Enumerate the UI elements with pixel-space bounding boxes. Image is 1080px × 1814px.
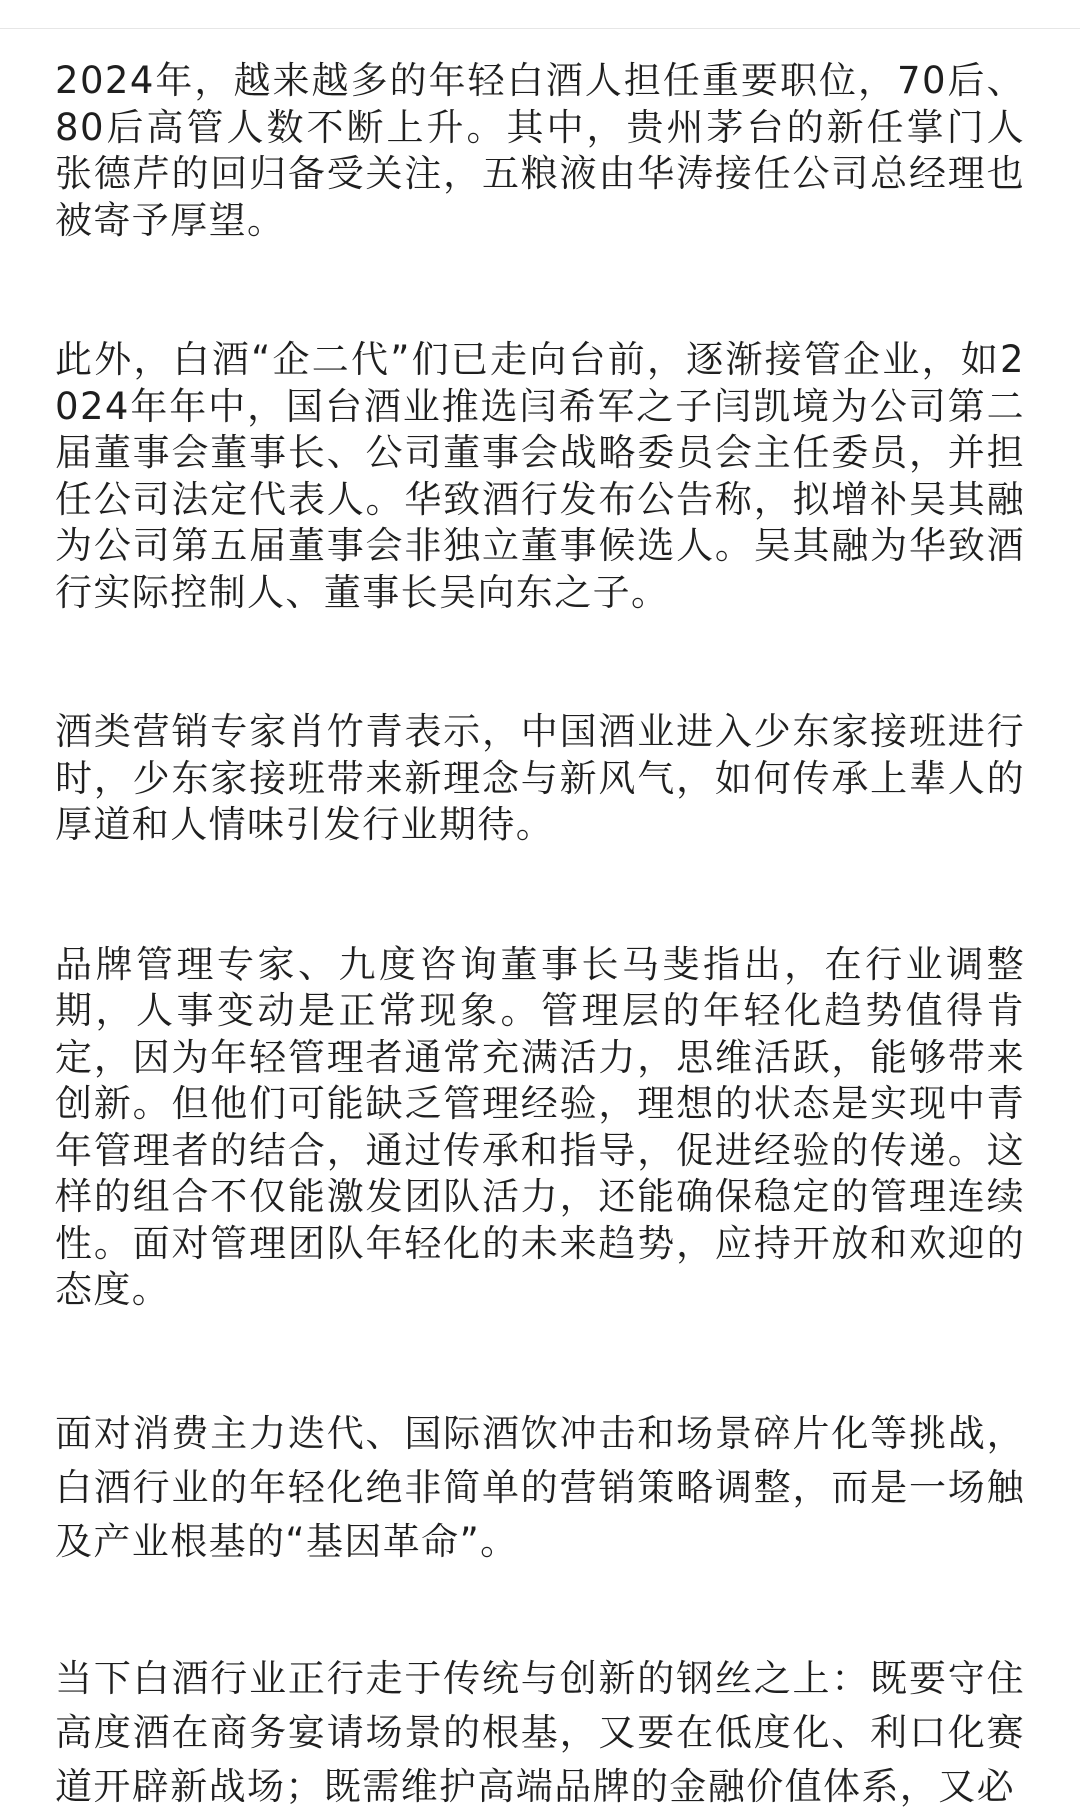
- top-divider: [0, 0, 1080, 29]
- article-paragraph-5: 面对消费主力迭代、国际酒饮冲击和场景碎片化等挑战，白酒行业的年轻化绝非简单的营销策略调整，而是一场触及产业根基的“基因革命”。: [55, 1411, 1025, 1563]
- article-paragraph-4: 品牌管理专家、九度咨询董事长马斐指出，在行业调整期，人事变动是正常现象。管理层的年轻化趋势值得肯定，因为年轻管理者通常充满活力，思维活跃，能够带来创新。但他们可能缺乏管理经验，理想的状态是实现中青年管理者的结合，通过传承和指导，促进经验的传递。这样的组合不仅能激发团队活力，还能确保稳定的管理连续性。面对管理团队年轻化的未来趋势，应持开放和欢迎的态度。: [55, 942, 1025, 1311]
- article-paragraph-6: 当下白酒行业正行走于传统与创新的钢丝之上：既要守住高度酒在商务宴请场景的根基，又要在低度化、利口化赛道开辟新战场；既需维护高端品牌的金融价值体系，又必: [55, 1656, 1025, 1808]
- article-paragraph-1: 2024年，越来越多的年轻白酒人担任重要职位，70后、80后高管人数不断上升。其中，贵州茅台的新任掌门人张德芹的回归备受关注，五粮液由华涛接任公司总经理也被寄予厚望。: [55, 59, 1025, 242]
- article-paragraph-3: 酒类营销专家肖竹青表示，中国酒业进入少东家接班进行时，少东家接班带来新理念与新风气，如何传承上辈人的厚道和人情味引发行业期待。: [55, 710, 1025, 846]
- article-paragraph-2: 此外，白酒“企二代”们已走向台前，逐渐接管企业，如2024年年中，国台酒业推选闫希军之子闫凯境为公司第二届董事会董事长、公司董事会战略委员会主任委员，并担任公司法定代表人。华致酒行发布公告称，拟增补吴其融为公司第五届董事会非独立董事候选人。吴其融为华致酒行实际控制人、董事长吴向东之子。: [55, 338, 1025, 614]
- article-body: [55, 58, 1025, 1814]
